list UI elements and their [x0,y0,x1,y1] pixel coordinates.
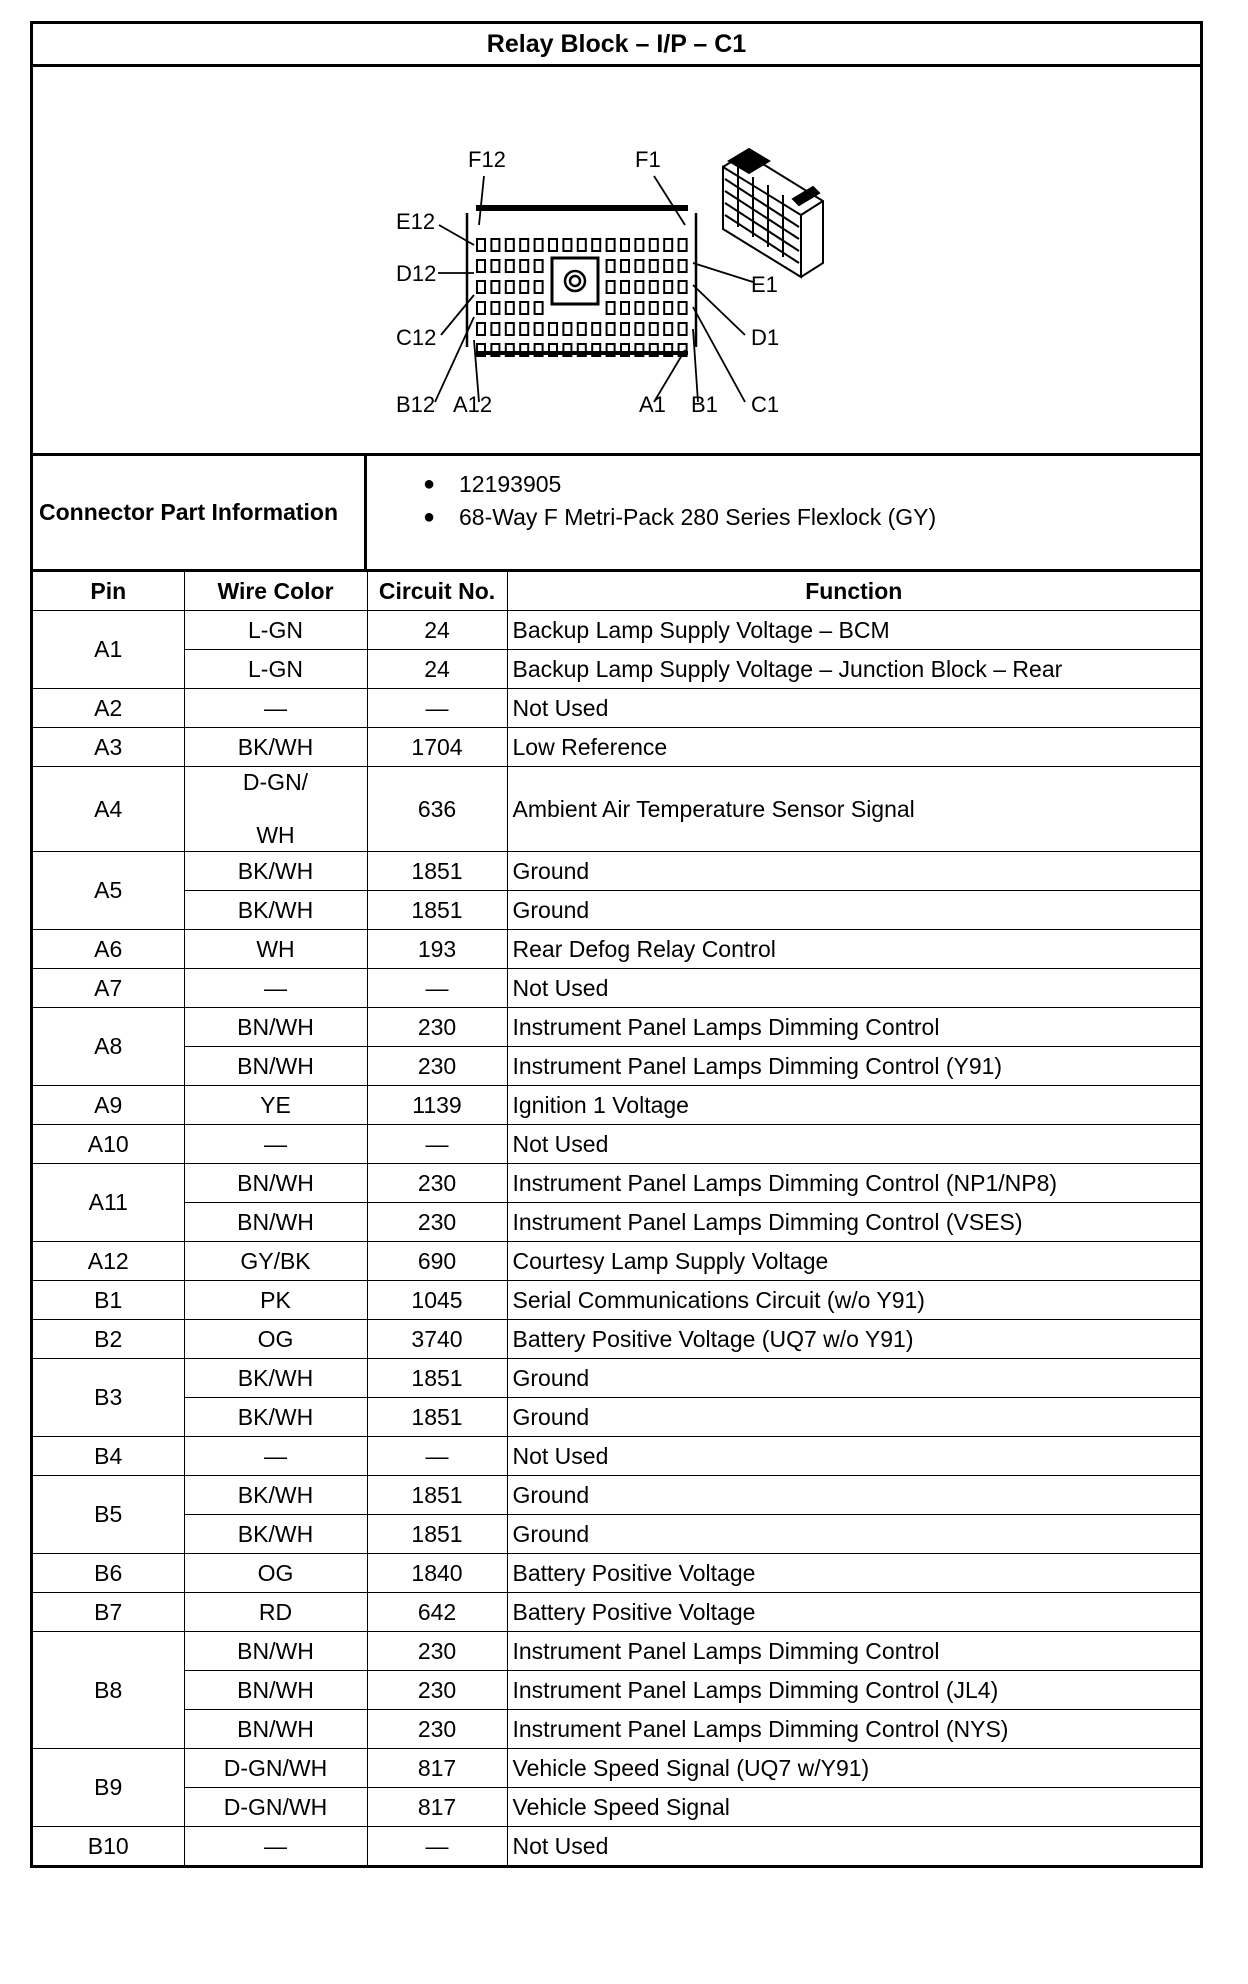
wire-color-cell: YE [184,1086,367,1125]
pin-cell: B1 [33,1281,184,1320]
pin-cell: A9 [33,1086,184,1125]
function-cell: Instrument Panel Lamps Dimming Control (VSES) [507,1203,1200,1242]
pin-cavity [477,239,485,251]
pin-cavity [664,323,672,335]
pin-cell: B5 [33,1476,184,1554]
label-C12: C12 [396,325,437,350]
part-info-label: Connector Part Information [33,456,367,569]
circuit-number-cell: 1851 [367,852,507,891]
function-cell: Instrument Panel Lamps Dimming Control (JL4) [507,1671,1200,1710]
pin-cavity [679,323,687,335]
header-pin: Pin [33,572,184,611]
circuit-number-cell: 1851 [367,891,507,930]
circuit-number-cell: 1851 [367,1515,507,1554]
label-D1: D1 [751,325,780,350]
header-wire-color: Wire Color [184,572,367,611]
pin-cavity [520,239,528,251]
circuit-number-cell: 24 [367,650,507,689]
table-row [33,1788,1200,1827]
wire-color-cell: BN/WH [184,1047,367,1086]
circuit-number-cell: 230 [367,1203,507,1242]
pin-cavity [477,281,485,293]
pin-cavity [535,281,543,293]
function-cell: Ambient Air Temperature Sensor Signal [507,767,1200,852]
wire-color-cell: BN/WH [184,1203,367,1242]
pin-cavity [621,260,629,272]
pin-cavity [664,260,672,272]
wire-color-cell: — [184,689,367,728]
pin-cavity [491,323,499,335]
pin-cavity [664,302,672,314]
circuit-number-cell: — [367,1827,507,1867]
table-row [33,1554,1200,1593]
circuit-number-cell: 636 [367,767,507,852]
pin-cavity [520,281,528,293]
function-cell: Not Used [507,1125,1200,1164]
header-function: Function [507,572,1200,611]
wire-color-cell: BK/WH [184,1359,367,1398]
pin-cavity [650,281,658,293]
wire-color-cell: RD [184,1593,367,1632]
pin-cell: B8 [33,1632,184,1749]
circuit-number-cell: 230 [367,1008,507,1047]
function-cell: Rear Defog Relay Control [507,930,1200,969]
wire-color-cell: BN/WH [184,1671,367,1710]
circuit-number-cell: 193 [367,930,507,969]
table-row [33,1242,1200,1281]
pin-cell: B10 [33,1827,184,1867]
pin-cavity [491,302,499,314]
table-header-row [33,572,1200,611]
pin-cavity [549,239,557,251]
pin-cavity [635,302,643,314]
wire-color-cell: PK [184,1281,367,1320]
pin-cavity [592,239,600,251]
table-row [33,650,1200,689]
pin-cavity [491,260,499,272]
table-row [33,969,1200,1008]
function-cell: Ignition 1 Voltage [507,1086,1200,1125]
part-description-item [367,501,1200,534]
pin-cavity [506,260,514,272]
circuit-number-cell: 230 [367,1164,507,1203]
function-cell: Ground [507,1359,1200,1398]
pin-cavity [578,239,586,251]
circuit-number-cell: 1851 [367,1398,507,1437]
connector-diagram [33,67,1200,456]
function-cell: Ground [507,891,1200,930]
pin-cavity [477,260,485,272]
pin-cell: B9 [33,1749,184,1827]
cavity-labels [396,147,779,417]
table-row [33,852,1200,891]
table-row [33,930,1200,969]
circuit-number-cell: 817 [367,1749,507,1788]
circuit-number-cell: 1840 [367,1554,507,1593]
pin-cavity [535,239,543,251]
pin-cavity [635,260,643,272]
pin-cell: A10 [33,1125,184,1164]
table-row [33,891,1200,930]
pin-cavity [578,323,586,335]
table-row [33,1125,1200,1164]
pin-cell: B7 [33,1593,184,1632]
label-A12: A12 [453,392,493,417]
table-row [33,1359,1200,1398]
bullet-icon: ● [422,473,436,495]
pin-cell: A3 [33,728,184,767]
circuit-number-cell: 1851 [367,1359,507,1398]
wire-color-cell: BK/WH [184,852,367,891]
function-cell: Serial Communications Circuit (w/o Y91) [507,1281,1200,1320]
circuit-number-cell: 690 [367,1242,507,1281]
pin-cavity [679,260,687,272]
pin-cavity [592,323,600,335]
header-circuit-no: Circuit No. [367,572,507,611]
function-cell: Ground [507,1476,1200,1515]
function-cell: Battery Positive Voltage [507,1593,1200,1632]
pin-cavity [520,260,528,272]
circuit-number-cell: 230 [367,1671,507,1710]
function-cell: Instrument Panel Lamps Dimming Control [507,1632,1200,1671]
wire-color-cell: BN/WH [184,1008,367,1047]
wire-color-cell: WH [184,930,367,969]
table-row [33,1320,1200,1359]
pin-cell: A8 [33,1008,184,1086]
pin-cavity [549,323,557,335]
circuit-number-cell: 230 [367,1710,507,1749]
pin-cavity [535,302,543,314]
pin-cavity [506,281,514,293]
pin-cavity [621,281,629,293]
wire-color-cell: BK/WH [184,728,367,767]
table-row [33,689,1200,728]
table-row [33,611,1200,650]
function-cell: Instrument Panel Lamps Dimming Control (NP1/NP8) [507,1164,1200,1203]
table-row [33,767,1200,852]
pin-cavity [477,323,485,335]
pin-cavity [635,323,643,335]
function-cell: Instrument Panel Lamps Dimming Control (NYS) [507,1710,1200,1749]
table-row [33,1749,1200,1788]
pin-cavity [621,323,629,335]
connector-document [30,21,1203,1868]
table-row [33,1710,1200,1749]
pin-cavity [563,323,571,335]
label-A1: A1 [639,392,666,417]
pin-cavity [491,239,499,251]
function-cell: Not Used [507,969,1200,1008]
pin-cavity [635,281,643,293]
table-row [33,1671,1200,1710]
circuit-number-cell: 1851 [367,1476,507,1515]
table-row [33,1515,1200,1554]
table-row [33,1203,1200,1242]
function-cell: Vehicle Speed Signal (UQ7 w/Y91) [507,1749,1200,1788]
wire-color-cell: — [184,1437,367,1476]
pin-cell: A12 [33,1242,184,1281]
table-row [33,1008,1200,1047]
pin-cavity [664,239,672,251]
pin-cavity [650,323,658,335]
table-row [33,1437,1200,1476]
table-row [33,1593,1200,1632]
circuit-number-cell: — [367,1125,507,1164]
pinout-table [33,572,1200,1868]
function-cell: Not Used [507,689,1200,728]
function-cell: Instrument Panel Lamps Dimming Control (Y91) [507,1047,1200,1086]
wire-color-cell: BK/WH [184,1476,367,1515]
pin-cavity [635,239,643,251]
wire-color-cell: BN/WH [184,1164,367,1203]
function-cell: Battery Positive Voltage (UQ7 w/o Y91) [507,1320,1200,1359]
pin-cavity [506,323,514,335]
pin-cavity [520,323,528,335]
table-row [33,1164,1200,1203]
wire-color-cell: — [184,969,367,1008]
part-number-item [367,468,1200,501]
pin-cell: B3 [33,1359,184,1437]
circuit-number-cell: — [367,689,507,728]
pin-cavity [607,260,615,272]
pin-cavity [607,281,615,293]
wire-color-cell: D-GN/WH [184,1749,367,1788]
wire-color-cell: OG [184,1320,367,1359]
label-F1: F1 [635,147,661,172]
circuit-number-cell: 24 [367,611,507,650]
function-cell: Instrument Panel Lamps Dimming Control [507,1008,1200,1047]
circuit-number-cell: 230 [367,1632,507,1671]
function-cell: Ground [507,1515,1200,1554]
pin-cell: A11 [33,1164,184,1242]
wire-color-cell: OG [184,1554,367,1593]
pin-cell: B6 [33,1554,184,1593]
bullet-icon: ● [422,506,436,528]
pin-cavity [506,302,514,314]
function-cell: Ground [507,1398,1200,1437]
function-cell: Battery Positive Voltage [507,1554,1200,1593]
table-row [33,1476,1200,1515]
function-cell: Courtesy Lamp Supply Voltage [507,1242,1200,1281]
table-row [33,1281,1200,1320]
label-D12: D12 [396,261,437,286]
wire-color-cell: BN/WH [184,1632,367,1671]
table-row [33,1086,1200,1125]
pin-cell: A4 [33,767,184,852]
pin-cavity [650,239,658,251]
table-row [33,1632,1200,1671]
circuit-number-cell: 1704 [367,728,507,767]
pin-cavity [664,281,672,293]
pin-cavity [621,239,629,251]
wire-color-cell: BK/WH [184,1398,367,1437]
pin-cavity [607,323,615,335]
table-row [33,1047,1200,1086]
pin-cavity [679,239,687,251]
circuit-number-cell: — [367,1437,507,1476]
function-cell: Backup Lamp Supply Voltage – Junction Block – Rear [507,650,1200,689]
function-cell: Vehicle Speed Signal [507,1788,1200,1827]
pin-cavity [520,302,528,314]
pin-cell: A2 [33,689,184,728]
pin-cell: B2 [33,1320,184,1359]
pin-cavity [563,239,571,251]
function-cell: Backup Lamp Supply Voltage – BCM [507,611,1200,650]
wire-color-cell: D-GN/WH [184,1788,367,1827]
pin-cavity [621,302,629,314]
part-info-list [367,456,1200,569]
circuit-number-cell: 3740 [367,1320,507,1359]
circuit-number-cell: 817 [367,1788,507,1827]
pin-cavity [535,323,543,335]
pin-cell: A7 [33,969,184,1008]
function-cell: Ground [507,852,1200,891]
wire-color-line: WH [256,822,295,848]
wire-color-cell: — [184,1125,367,1164]
circuit-number-cell: 1045 [367,1281,507,1320]
function-cell: Not Used [507,1827,1200,1867]
connector-isometric-icon [723,149,823,277]
circuit-number-cell: 1139 [367,1086,507,1125]
pin-cavity [679,281,687,293]
wire-color-cell: — [184,1827,367,1867]
table-row [33,728,1200,767]
wire-color-line: D-GN/ [242,769,309,795]
pin-cavity [506,239,514,251]
pin-cavity [679,302,687,314]
pin-cavity [607,239,615,251]
part-number: 12193905 [459,471,562,497]
pin-cavity [477,302,485,314]
label-B1: B1 [691,392,718,417]
circuit-number-cell: — [367,969,507,1008]
connector-housing [467,208,696,353]
pin-cavity [607,302,615,314]
pin-cell: A6 [33,930,184,969]
connector-part-information [33,456,1200,572]
label-E1: E1 [751,272,778,297]
function-cell: Not Used [507,1437,1200,1476]
label-E12: E12 [396,209,436,234]
function-cell: Low Reference [507,728,1200,767]
table-row [33,1398,1200,1437]
wire-color-cell [184,767,367,852]
connector-face-diagram [33,67,1200,453]
label-C1: C1 [751,392,780,417]
wire-color-cell: L-GN [184,611,367,650]
pin-cell: A5 [33,852,184,930]
wire-color-cell: L-GN [184,650,367,689]
wire-color-cell: BK/WH [184,1515,367,1554]
pin-cell: B4 [33,1437,184,1476]
wire-color-cell: BK/WH [184,891,367,930]
pin-cell: A1 [33,611,184,689]
document-title: Relay Block – I/P – C1 [33,21,1200,67]
wire-color-cell: GY/BK [184,1242,367,1281]
wire-color-cell: BN/WH [184,1710,367,1749]
circuit-number-cell: 230 [367,1047,507,1086]
circuit-number-cell: 642 [367,1593,507,1632]
label-B12: B12 [396,392,436,417]
part-description: 68-Way F Metri-Pack 280 Series Flexlock (GY) [459,504,937,530]
pin-cavity [650,302,658,314]
label-F12: F12 [468,147,506,172]
table-row [33,1827,1200,1867]
pin-cavity [535,260,543,272]
pin-cavity [650,260,658,272]
pin-cavity [491,281,499,293]
